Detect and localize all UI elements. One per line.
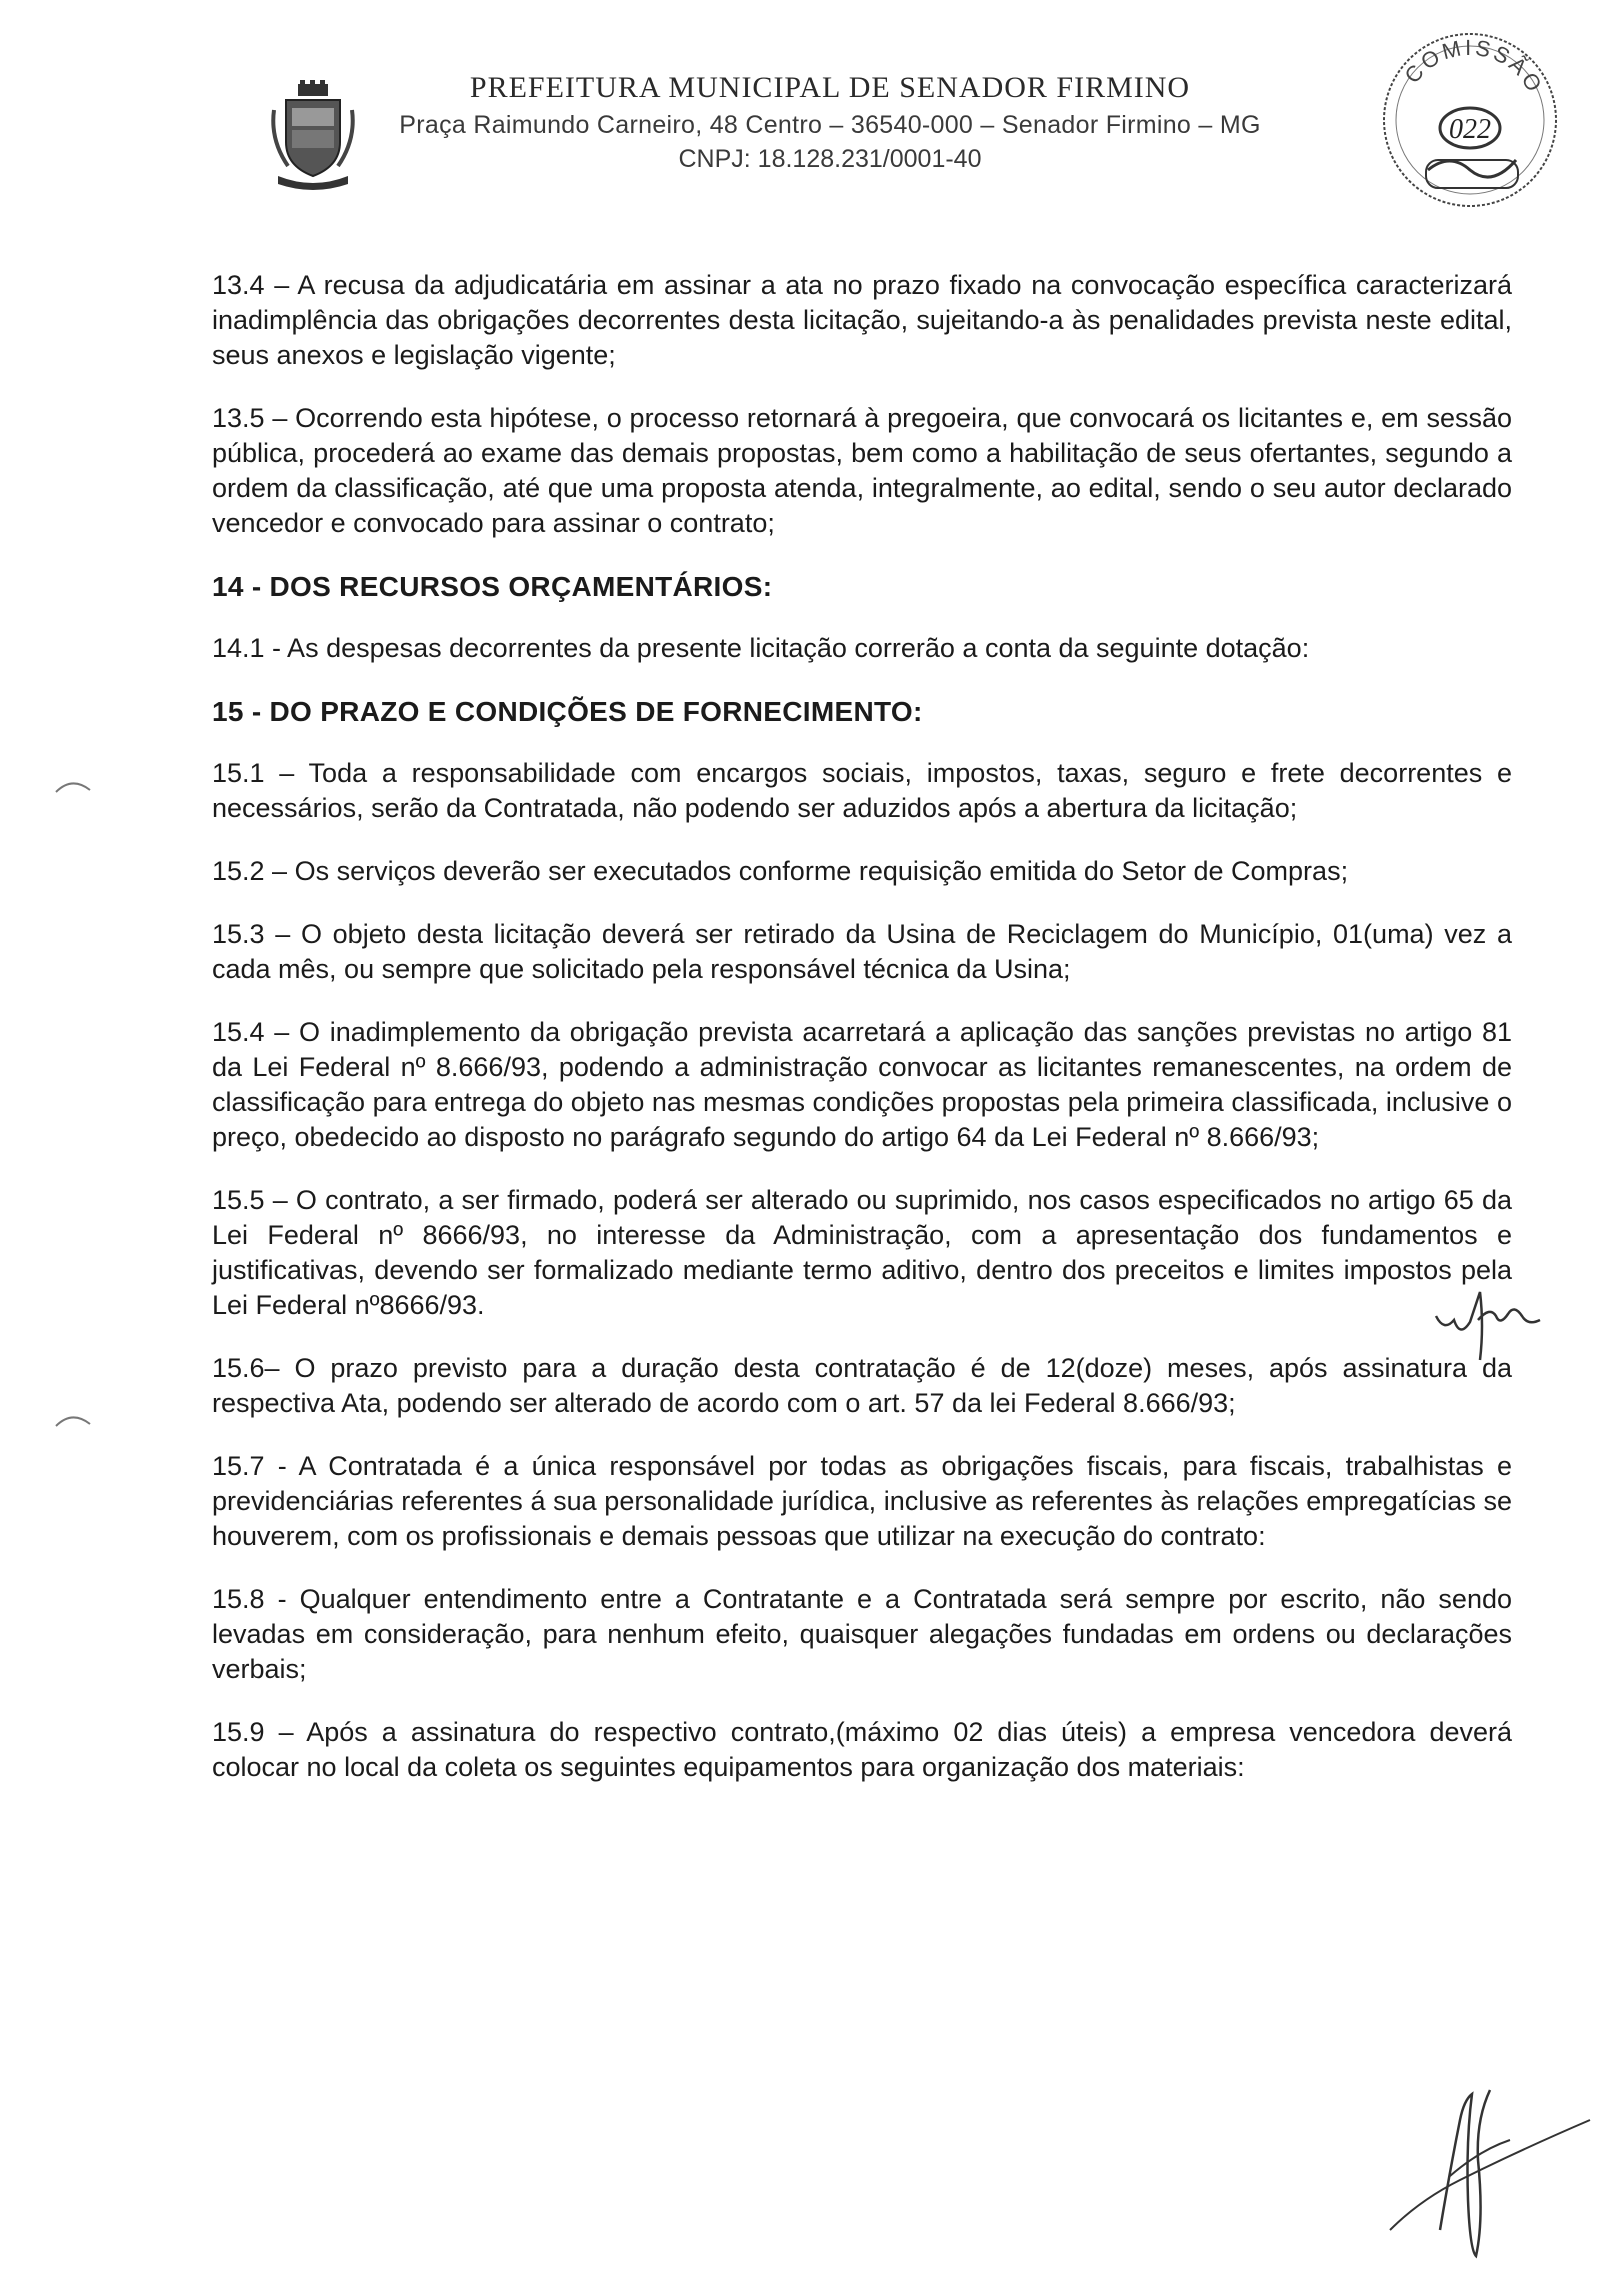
coat-of-arms-icon [268,80,358,190]
section-heading: 15 - DO PRAZO E CONDIÇÕES DE FORNECIMENTO: [212,696,923,727]
stamp-text: COMISSÃO [1399,34,1549,99]
commission-stamp [1370,20,1570,220]
clause-paragraph: 13.5 – Ocorrendo esta hipótese, o processo retornará à pregoeira, que convocará os licitantes e, em sessão pública, procederá ao exame das demais propostas, bem como a habilitação de seus ofertantes, segundo a ordem da classificação, até que uma proposta atenda, integralmente, ao edital, sendo o seu autor declarado vencedor e convocado para assinar o contrato; [212,403,1512,538]
document-body [212,268,1512,1813]
letterhead [380,68,1280,176]
clause-paragraph: 15.8 - Qualquer entendimento entre a Contratante e a Contratada será sempre por escrito, não sendo levadas em consideração, para nenhum efeito, quaisquer alegações fundadas em ordens ou declarações verbais; [212,1584,1512,1684]
municipality-address: Praça Raimundo Carneiro, 48 Centro – 36540-000 – Senador Firmino – MG [399,111,1261,139]
clause-paragraph: 15.6– O prazo previsto para a duração desta contratação é de 12(doze) meses, após assinatura da respectiva Ata, podendo ser alterado de acordo com o art. 57 da lei Federal 8.666/93; [212,1353,1512,1418]
clause-paragraph: 15.3 – O objeto desta licitação deverá ser retirado da Usina de Reciclagem do Município, 01(uma) vez a cada mês, ou sempre que solicitado pela responsável técnica da Usina; [212,919,1512,984]
signature [1380,2080,1600,2260]
stamp-page-number: 022 [1449,114,1491,145]
clause-paragraph: 15.2 – Os serviços deverão ser executados conforme requisição emitida do Setor de Compras; [212,856,1349,886]
clause-paragraph: 15.7 - A Contratada é a única responsável por todas as obrigações fiscais, para fiscais, trabalhistas e previdenciárias referentes á sua personalidade jurídica, inclusive as referentes às relações empregatícias se houverem, com os profissionais e demais pessoas que utilizar na execução do contrato: [212,1451,1512,1551]
clause-paragraph: 15.4 – O inadimplemento da obrigação prevista acarretará a aplicação das sanções previstas no artigo 81 da Lei Federal nº 8.666/93, podendo a administração convocar as licitantes remanescentes, na ordem de classificação para entrega do objeto nas mesmas condições propostas pela primeira classificada, inclusive o preço, obedecido ao disposto no parágrafo segundo do artigo 64 da Lei Federal nº 8.666/93; [212,1017,1512,1152]
section-heading: 14 - DOS RECURSOS ORÇAMENTÁRIOS: [212,571,773,602]
clause-paragraph: 15.9 – Após a assinatura do respectivo contrato,(máximo 02 dias úteis) a empresa vencedora deverá colocar no local da coleta os seguintes equipamentos para organização dos materiais: [212,1717,1512,1782]
margin-punch-mark [54,1410,94,1430]
margin-punch-mark [54,776,94,796]
clause-paragraph: 14.1 - As despesas decorrentes da presente licitação correrão a conta da seguinte dotação: [212,633,1310,663]
municipality-title: PREFEITURA MUNICIPAL DE SENADOR FIRMINO [469,71,1191,104]
initials-signature [1430,1286,1590,1366]
clause-paragraph: 15.5 – O contrato, a ser firmado, poderá ser alterado ou suprimido, nos casos especificados no artigo 65 da Lei Federal nº 8666/93, no interesse da Administração, com a apresentação dos fundamentos e justificativas, devendo ser formalizado mediante termo aditivo, dentro dos preceitos e limites impostos pela Lei Federal nº8666/93. [212,1185,1512,1320]
clause-paragraph: 13.4 – A recusa da adjudicatária em assinar a ata no prazo fixado na convocação específica caracterizará inadimplência das obrigações decorrentes desta licitação, sujeitando-a às penalidades prevista neste edital, seus anexos e legislação vigente; [212,270,1512,370]
municipality-cnpj: CNPJ: 18.128.231/0001-40 [678,145,982,173]
clause-paragraph: 15.1 – Toda a responsabilidade com encargos sociais, impostos, taxas, seguro e frete decorrentes e necessários, serão da Contratada, não podendo ser aduzidos após a abertura da licitação; [212,758,1512,823]
